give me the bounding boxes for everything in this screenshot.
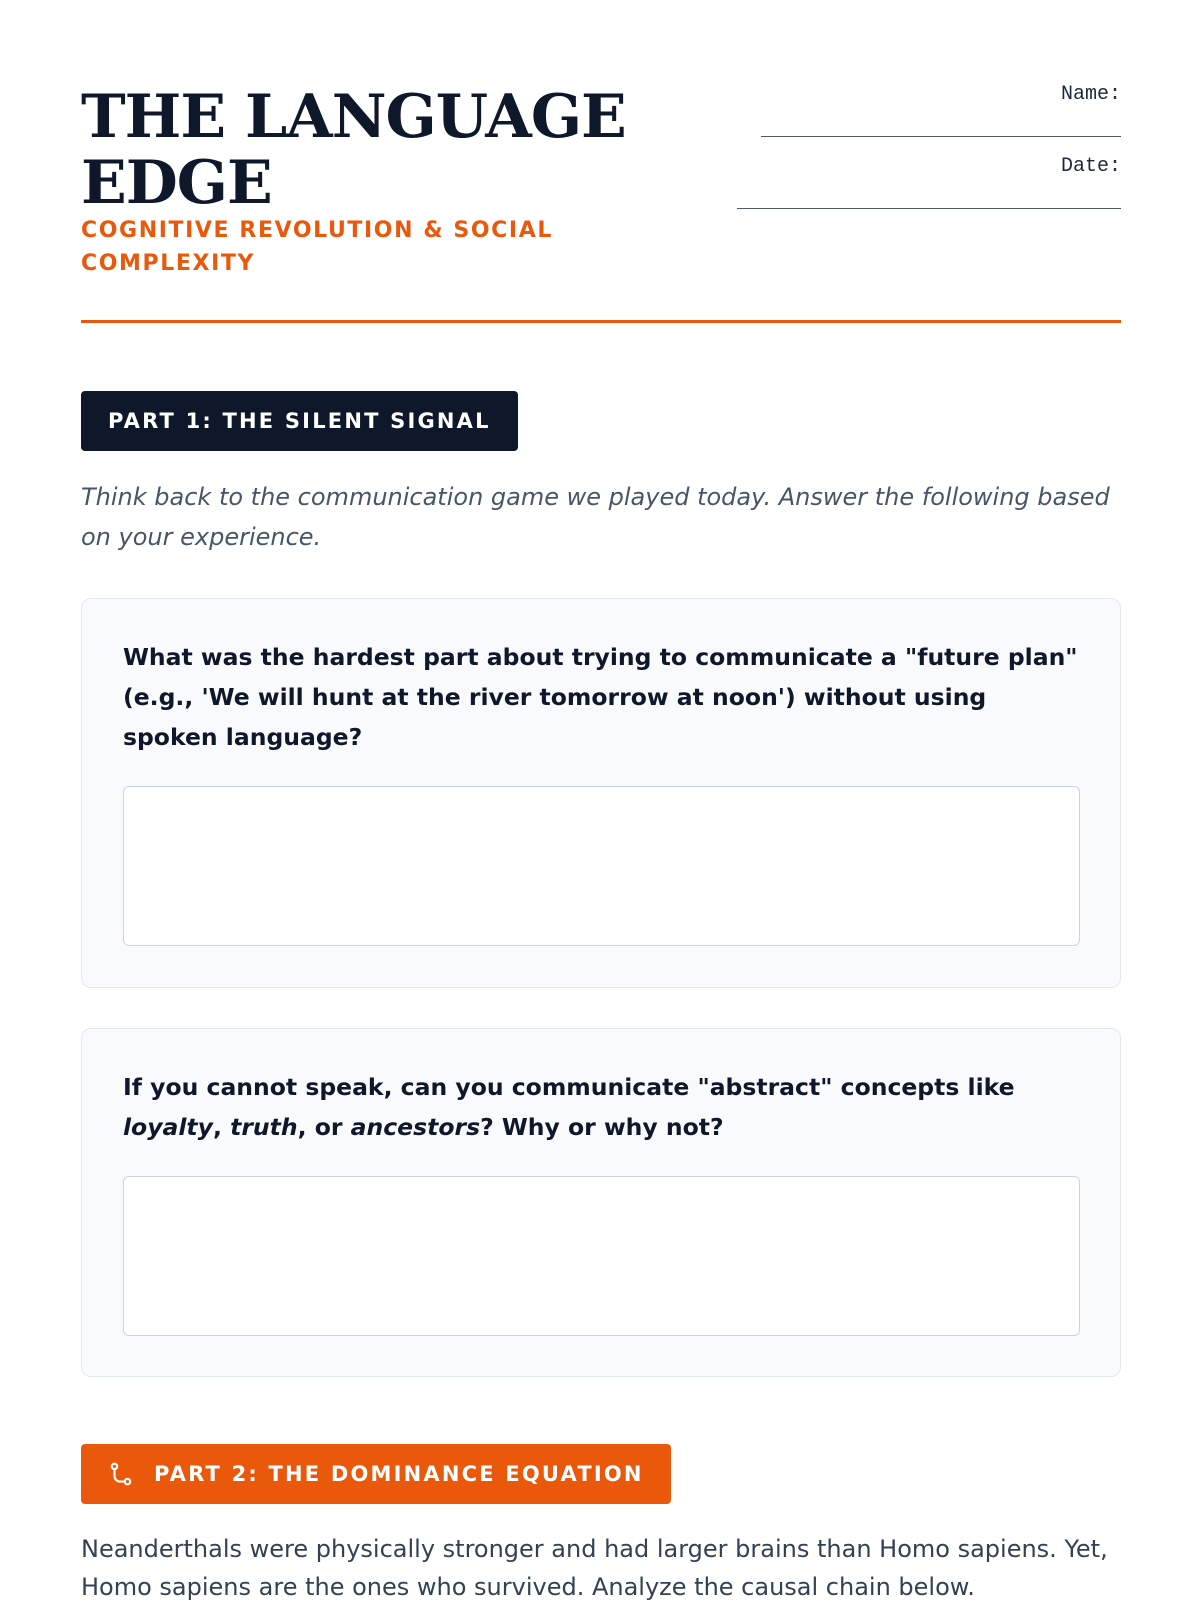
question-2-sep-1: , — [212, 1113, 231, 1141]
part1-heading-label: PART 1: THE SILENT SIGNAL — [108, 409, 491, 433]
question-2-text — [123, 1067, 1083, 1147]
date-label: Date: — [1060, 155, 1121, 178]
part2-heading-label: PART 2: THE DOMINANCE EQUATION — [154, 1462, 644, 1486]
page-subtitle: COGNITIVE REVOLUTION & SOCIAL COMPLEXITY — [81, 218, 553, 276]
header-divider — [81, 320, 1121, 323]
question-1-text: What was the hardest part about trying to communicate a "future plan" (e.g., 'We will hunt at the river tomorrow at noon') without using spoken language? — [123, 643, 1078, 751]
date-line[interactable]: ________________________________ — [736, 191, 1121, 214]
question-2-sep-2: , or — [297, 1113, 351, 1141]
student-fields — [701, 80, 1121, 224]
answer-box-2[interactable] — [123, 1176, 1080, 1336]
question-card-1 — [81, 598, 1121, 988]
git-branch-icon — [108, 1461, 134, 1487]
worksheet-header — [81, 0, 1121, 325]
question-2-text-after: ? Why or why not? — [480, 1113, 724, 1141]
term-loyalty: loyalty — [123, 1113, 213, 1141]
part2-heading — [81, 1444, 671, 1504]
term-truth: truth — [230, 1113, 298, 1141]
page-title: THE LANGUAGE EDGE — [81, 82, 626, 218]
question-card-2 — [81, 1028, 1121, 1377]
term-ancestors: ancestors — [350, 1113, 481, 1141]
answer-box-1[interactable] — [123, 786, 1080, 946]
part1-heading — [81, 391, 518, 451]
name-line[interactable]: ______________________________ — [760, 119, 1121, 142]
part1-instructions: Think back to the communication game we played today. Answer the following based on your experience. — [81, 483, 1110, 551]
question-2-text-before: If you cannot speak, can you communicate "abstract" concepts like — [123, 1073, 1015, 1101]
name-label: Name: — [1060, 83, 1121, 106]
worksheet-page — [81, 0, 1121, 1600]
part2-intro: Neanderthals were physically stronger and had larger brains than Homo sapiens. Yet, Homo sapiens are the ones who survived. Analyze the causal chain below. — [81, 1535, 1108, 1601]
